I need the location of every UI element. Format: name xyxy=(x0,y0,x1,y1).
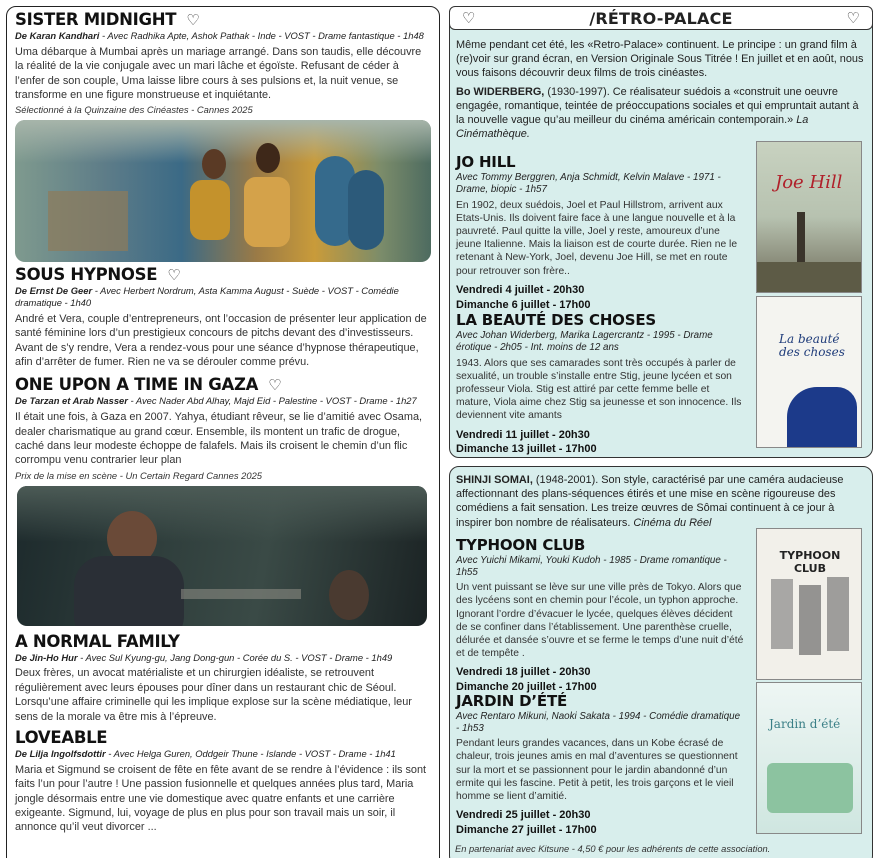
film-synopsis: Un vent puissant se lève sur une ville près de Tokyo. Alors que des lycéens sont en chemin pour l’école, un typhon approche. Ignorant l’ordre d’évacuer le lycée, quelques élèves décident de se confiner dans l’établissement. Une parenthèse cruelle, délurée et dansée s’ouvre et se ferme le temps d’une nuit d’été et de tempête . xyxy=(456,582,744,660)
heart-icon[interactable]: ♡ xyxy=(186,10,200,29)
film-credits: De Tarzan et Arab Nasser - Avec Nader Abd Alhay, Majd Eid - Palestine - VOST - Drame - 1h27 xyxy=(15,395,417,407)
film-jo-hill xyxy=(456,153,866,311)
film-title: A NORMAL FAMILY xyxy=(15,631,180,651)
film-credits: Avec Johan Widerberg, Marika Lagercrantz - 1995 - Drame érotique - 2h05 - Int. moins de 12 ans xyxy=(456,330,713,354)
film-typhoon-club xyxy=(456,535,866,694)
screening-dates: Vendredi 25 juillet - 20h30 Dimanche 27 juillet - 17h00 xyxy=(456,809,597,836)
screening-dates: Vendredi 18 juillet - 20h30 Dimanche 20 juillet - 17h00 xyxy=(456,666,597,694)
screening-dates: Vendredi 11 juillet - 20h30 Dimanche 13 juillet - 17h00 xyxy=(456,428,597,456)
film-sister-midnight xyxy=(15,10,431,262)
retro-intro: Même pendant cet été, les «Retro-Palace» continuent. Le principe : un grand film à (re)voir sur grand écran, en Version Originale Sous Titrée ! En juillet et en août, nous vous faisons découvrir deux films de trois cinéastes. xyxy=(456,39,864,80)
left-column xyxy=(6,6,440,858)
film-la-beaute-des-choses xyxy=(456,311,866,457)
partner-note: En partenariat avec Kitsune - 4,50 € pour les adhérents de cette association. xyxy=(455,844,771,854)
film-credits: De Karan Kandhari - Avec Radhika Apte, Ashok Pathak - Inde - VOST - Drame fantastique - 1h48 xyxy=(15,30,424,41)
film-award: Prix de la mise en scène - Un Certain Regard Cannes 2025 xyxy=(15,469,263,481)
film-poster: TYPHOON CLUB xyxy=(756,528,862,680)
film-credits: De Ernst De Geer - Avec Herbert Nordrum, Asta Kamma August - Suède - VOST - Comédie dramatique - 1h40 xyxy=(15,285,399,309)
film-synopsis: Il était une fois, à Gaza en 2007. Yahya, étudiant rêveur, se lie d’amitié avec Osama, dealer charismatique au grand cœur. Ensemble, ils montent un trafic de drogue, caché dans leur modeste échoppe de falafels. Mais ils croisent le chemin d’un flic corrompu venu contrarier leur plan xyxy=(15,411,423,467)
film-credits: Avec Yuichi Mikami, Youki Kudoh - 1985 - Drame romantique - 1h55 xyxy=(456,554,727,578)
retro-box-widerberg xyxy=(449,14,873,458)
film-poster: Jardin d’été xyxy=(756,682,862,834)
film-loveable xyxy=(15,728,431,835)
film-sous-hypnose xyxy=(15,265,431,369)
film-still-image xyxy=(15,120,431,262)
retro-palace-header xyxy=(449,6,873,30)
film-title: LA BEAUTÉ DES CHOSES xyxy=(456,311,656,330)
film-synopsis: Deux frères, un avocat matérialiste et un chirurgien idéaliste, se retrouvent régulièrement avec leurs épouses pour dîner dans un restaurant chic de Séoul. Lorsqu’une affaire criminelle qui les implique explose sur la scène médiatique, leur sens de la morale va être mis à l’épreuve. xyxy=(15,667,412,723)
film-title: JARDIN D’ÉTÉ xyxy=(456,691,568,710)
film-credits: De Jin-Ho Hur - Avec Sul Kyung-gu, Jang Dong-gun - Corée du S. - VOST - Drame - 1h49 xyxy=(15,651,393,663)
film-jardin-d-ete xyxy=(456,692,866,838)
film-synopsis: En 1902, deux suédois, Joel et Paul Hillstrom, arrivent aux Etats-Unis. Ils doivent faire face à une langue nouvelle et à la pauvreté. Paul quitte la ville, Joel y reste, amoureux d’une jeune Italienne. Mais la liaison est de courte durée. Rien ne le retenant à New-York, Joel, devenu Joe Hill, se met en route pour retrouver son frère.. xyxy=(456,199,738,277)
film-synopsis: André et Vera, couple d’entrepreneurs, ont l’occasion de présenter leur application de santé féminine lors d’un prestigieux concours de pitchs devant des d’investisseurs. Avant de s’y rendre, Vera a rendez-vous pour une séance d’hypnose thérapeutique, afin d’arrêter de fumer. Rien ne va se dérouler comme prévu. xyxy=(15,312,427,368)
retro-box-somai xyxy=(449,466,873,858)
film-a-normal-family xyxy=(15,632,431,724)
film-title: LOVEABLE xyxy=(15,728,108,747)
film-synopsis: Maria et Sigmund se croisent de fête en fête avant de se rendre à l’évidence : ils sont faits l’un pour l’autre ! Une passion fusionnelle et quelques années plus tard, Maria jongle désormais entre une vie domestique avec quatre enfants et une carrière exigeante. Sigmund, lui, voyage de plus en plus pour son travail mais un soir, il annonce qu’il veut divorcer ... xyxy=(15,763,427,834)
film-title: ONE UPON A TIME IN GAZA xyxy=(15,375,259,395)
film-credits: De Lilja Ingolfsdottir - Avec Helga Guren, Oddgeir Thune - Islande - VOST - Drame - 1h41 xyxy=(15,748,396,759)
section-title: /RÉTRO-PALACE xyxy=(589,8,733,28)
heart-icon[interactable]: ♡ xyxy=(167,265,181,284)
film-still-image xyxy=(17,486,427,626)
film-synopsis: 1943. Alors que ses camarades sont très occupés à parler de sexualité, un trouble s’installe entre Stig, jeune lycéen et son professeur Viola. Stig est attiré par cette femme belle et mature, Viola aime chez Stig sa jeunesse et son innocence. Ils deviennent vite amants xyxy=(456,357,742,422)
film-title: SISTER MIDNIGHT xyxy=(15,10,177,29)
film-title: TYPHOON CLUB xyxy=(456,535,586,554)
film-synopsis: Pendant leurs grandes vacances, dans un Kobe écrasé de chaleur, trois jeunes amis en mal d’aventures se questionnent sur la mort et se passionnent pour le jardin abandonné d’un ermite qui les fascine. Petit à petit, les trois garçons et le vieil homme se lient d’amitié. xyxy=(456,738,738,802)
screening-dates: Vendredi 4 juillet - 20h30 Dimanche 6 juillet - 17h00 xyxy=(456,283,591,311)
film-title: JO HILL xyxy=(456,153,516,172)
film-credits: Avec Rentaro Mikuni, Naoki Sakata - 1994 - Comédie dramatique - 1h53 xyxy=(456,710,741,734)
film-poster: Joe Hill xyxy=(756,141,862,293)
film-gaza xyxy=(15,375,431,625)
film-award: Sélectionné à la Quinzaine des Cinéastes - Cannes 2025 xyxy=(15,104,253,116)
film-synopsis: Uma débarque à Mumbai après un mariage arrangé. Dans son taudis, elle découvre la réalité de la vie conjugale avec un mari lâche et égoïste. Refusant de céder à l’enfer de son couple, Uma laisse libre cours à ses pulsions et, la nuit venue, se transforme en une figure monstrueuse et inquiétante. xyxy=(15,45,422,101)
heart-icon[interactable]: ♡ xyxy=(846,10,860,27)
film-credits: Avec Tommy Berggren, Anja Schmidt, Kelvin Malave - 1971 - Drame, biopic - 1h57 xyxy=(456,172,721,196)
director-bio: Bo WIDERBERG, (1930-1997). Ce réalisateur suédois a «construit une oeuvre engagée, romantique, teintée de préoccupations sociales et qui empruntait autant à la nouvelle vague qu’au meilleur du cinéma américain contemporain.» La Cinémathèque. xyxy=(456,85,859,141)
film-title: SOUS HYPNOSE xyxy=(15,265,158,285)
film-poster: La beauté des choses xyxy=(756,296,862,448)
heart-icon[interactable]: ♡ xyxy=(462,10,476,27)
director-bio: SHINJI SOMAI, (1948-2001). Son style, caractérisé par une caméra audacieuse affectionnant des plans-séquences étirés et une mise en scène rigoureuse des comédiens a fait sensation. Les treize œuvres de Sômai continuent à ce jour à inspirer bon nombre de réalisateurs. Cinéma du Réel xyxy=(456,474,844,529)
heart-icon[interactable]: ♡ xyxy=(268,375,282,394)
